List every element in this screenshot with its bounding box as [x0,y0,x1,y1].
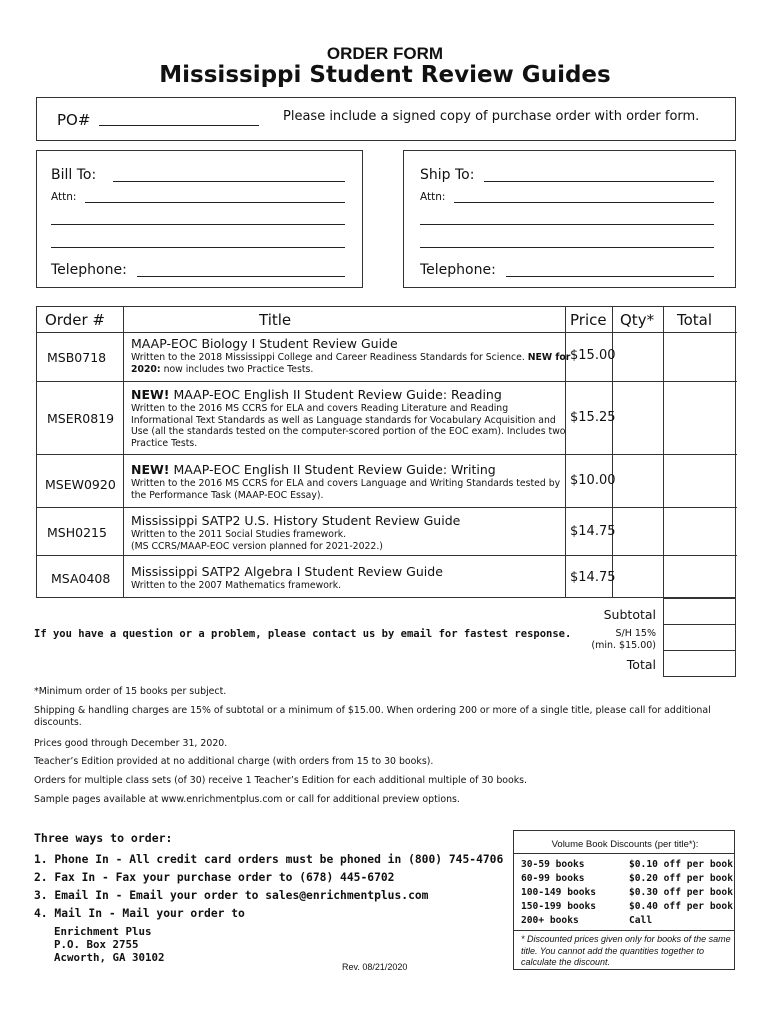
discount-note: * Discounted prices given only for books of the same title. You cannot add the quantities together to calculate the discount. [521,934,731,967]
order-code: MSA0408 [51,571,111,586]
header-title: Title [259,311,292,329]
product-price: $14.75 [570,524,616,539]
note-class-sets: Orders for multiple class sets (of 30) receive 1 Teacher’s Edition for each additional multiple of 30 books. [34,775,528,786]
note-minimum-order: *Minimum order of 15 books per subject. [34,686,227,697]
header-total: Total [677,311,713,329]
qty-input[interactable] [614,455,662,506]
discount-amount: $0.10 off per book [629,859,733,870]
bill-to-label: Bill To: [51,167,97,183]
bill-to-name-field[interactable] [113,181,345,182]
order-code: MSEW0920 [45,477,116,492]
note-shipping: Shipping & handling charges are 15% of subtotal or a minimum of $15.00. When ordering 200 or more of a single title, please call for additional discounts. [34,705,711,728]
total-field[interactable] [663,650,736,677]
note-sample-pages: Sample pages available at www.enrichmentplus.com or call for additional preview options. [34,794,460,805]
product-title: Mississippi SATP2 Algebra I Student Review Guide [131,564,443,579]
note-prices: Prices good through December 31, 2020. [34,738,228,749]
order-code: MSB0718 [47,350,107,365]
revision-date: Rev. 08/21/2020 [342,962,408,972]
header-qty: Qty* [620,311,655,329]
line-total-input[interactable] [665,508,736,554]
total-label: Total [626,657,656,672]
ship-to-address-line-2[interactable] [420,247,714,248]
ship-to-name-field[interactable] [484,181,714,182]
product-description: Written to the 2011 Social Studies framework. (MS CCRS/MAAP-EOC version planned for 2021-2022.) [131,529,383,552]
line-total-input[interactable] [665,382,736,453]
ship-to-address-line-1[interactable] [420,224,714,225]
bill-to-box [36,150,363,288]
discount-amount: $0.30 off per book [629,887,733,898]
bill-to-telephone-label: Telephone: [51,262,127,278]
product-title: Mississippi SATP2 U.S. History Student Review Guide [131,513,461,528]
line-total-input[interactable] [665,556,736,598]
po-label: PO# [57,111,91,129]
contact-note: If you have a question or a problem, please contact us by email for fastest response. [34,628,572,640]
product-price: $10.00 [570,473,616,488]
new-badge: NEW! [131,462,170,477]
mail-address-box: P.O. Box 2755 [54,938,139,951]
ship-to-attn-label: Attn: [420,191,446,203]
bill-to-attn-field[interactable] [85,202,345,203]
header-price: Price [570,311,607,329]
line-total-input[interactable] [665,455,736,506]
note-teachers-edition: Teacher’s Edition provided at no additional charge (with orders from 15 to 30 books). [34,756,434,767]
mail-address-name: Enrichment Plus [54,925,152,938]
way-email: 3. Email In - Email your order to sales@enrichmentplus.com [34,889,429,902]
qty-input[interactable] [614,508,662,554]
ways-to-order-title: Three ways to order: [34,831,173,845]
product-title: NEW! MAAP-EOC English II Student Review Guide: Writing [131,462,496,477]
bill-to-telephone-field[interactable] [137,276,345,277]
discount-range: 200+ books [521,915,579,926]
discount-amount: $0.40 off per book [629,901,733,912]
header-order-number: Order # [45,311,105,329]
product-price: $15.00 [570,348,616,363]
product-price: $14.75 [570,570,616,585]
discount-amount: Call [629,915,653,926]
product-price: $15.25 [570,410,616,425]
volume-discount-box [513,830,735,970]
product-description: Written to the 2007 Mathematics framework. [131,580,342,591]
ship-to-telephone-label: Telephone: [420,262,496,278]
way-phone: 1. Phone In - All credit card orders must be phoned in (800) 745-4706 [34,853,504,866]
qty-input[interactable] [614,556,662,598]
product-title: MAAP-EOC Biology I Student Review Guide [131,336,398,351]
bill-to-address-line-1[interactable] [51,224,345,225]
ship-to-label: Ship To: [420,167,475,183]
discount-range: 100-149 books [521,887,597,898]
order-table [36,306,736,598]
po-number-field[interactable] [99,125,259,126]
po-instruction: Please include a signed copy of purchase order with order form. [283,109,700,124]
discount-amount: $0.20 off per book [629,873,733,884]
qty-input[interactable] [614,333,662,380]
new-badge: NEW! [131,387,170,402]
product-description: Written to the 2016 MS CCRS for ELA and covers Language and Writing Standards tested by the Performance Task (MAAP-EOC Essay). [131,478,561,501]
discount-range: 150-199 books [521,901,597,912]
line-total-input[interactable] [665,333,736,380]
shipping-field[interactable] [663,624,736,651]
subtotal-label: Subtotal [603,607,656,622]
subtotal-field[interactable] [663,598,736,625]
product-description: Written to the 2016 MS CCRS for ELA and covers Reading Literature and Reading Informational Text Standards as well as Language standards for Vocabulary Acquisition and Use (all the standards tested on the computer-scored portion of the EOC exam). Includes two Practice Tests. [131,403,566,449]
discount-range: 60-99 books [521,873,585,884]
shipping-label: S/H 15% (min. $15.00) [591,628,656,651]
form-heading: ORDER FORM [326,44,444,63]
qty-input[interactable] [614,382,662,453]
product-title: NEW! MAAP-EOC English II Student Review Guide: Reading [131,387,502,402]
order-code: MSER0819 [47,411,115,426]
ship-to-box [403,150,736,288]
ship-to-attn-field[interactable] [454,202,714,203]
bill-to-address-line-2[interactable] [51,247,345,248]
way-fax: 2. Fax In - Fax your purchase order to (678) 445-6702 [34,871,395,884]
po-box [36,97,736,141]
mail-address-city: Acworth, GA 30102 [54,951,165,964]
discount-title: Volume Book Discounts (per title*): [551,839,699,850]
product-description: Written to the 2018 Mississippi College and Career Readiness Standards for Science. NEW for 2020: now includes two Practice Tests. [131,352,571,375]
ship-to-telephone-field[interactable] [506,276,714,277]
way-mail: 4. Mail In - Mail your order to [34,907,245,920]
form-title: Mississippi Student Review Guides [159,62,611,88]
bill-to-attn-label: Attn: [51,191,77,203]
order-code: MSH0215 [47,525,107,540]
discount-range: 30-59 books [521,859,585,870]
